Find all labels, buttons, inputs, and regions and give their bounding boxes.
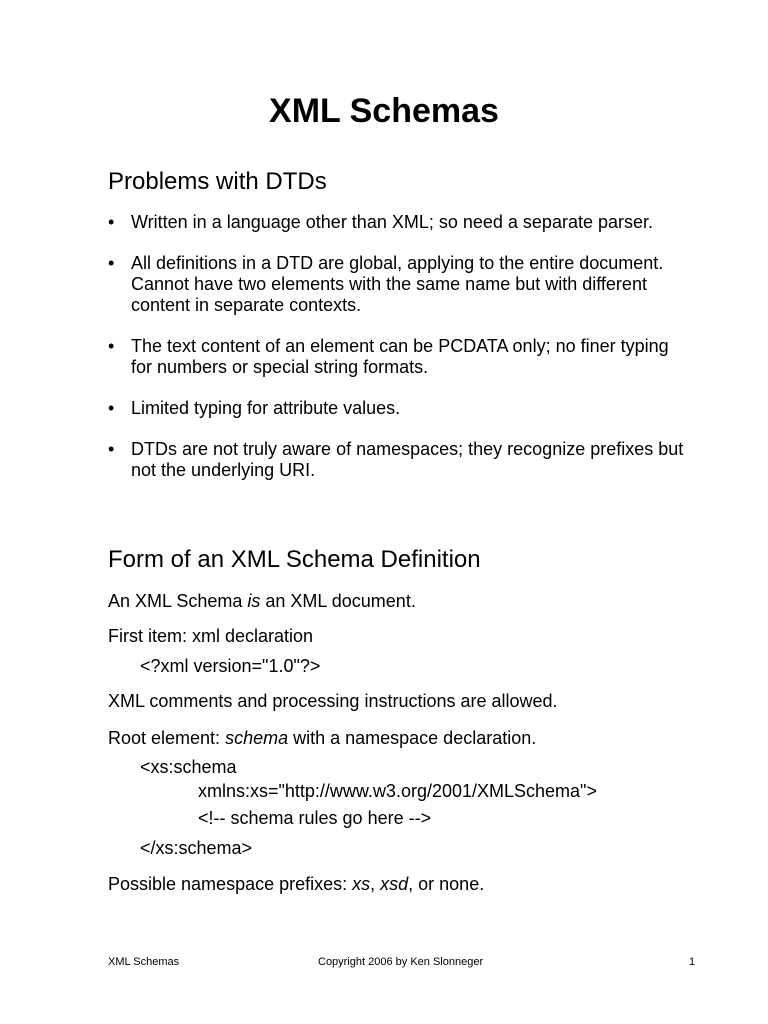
code-schema-open: <xs:schema — [140, 757, 237, 777]
text-run: , or none. — [408, 874, 485, 894]
bullet-text: Limited typing for attribute values. — [131, 398, 401, 418]
text-run: an XML document. — [260, 591, 416, 611]
list-item — [108, 439, 688, 481]
code-xmlns: xmlns:xs="http://www.w3.org/2001/XMLSchema"> — [198, 781, 597, 801]
text-run: Possible namespace prefixes: — [108, 874, 353, 894]
footer-left: XML Schemas — [108, 956, 180, 968]
code-xml-declaration: <?xml version="1.0"?> — [140, 656, 321, 676]
bullet-text: Written in a language other than XML; so need a separate parser. — [131, 212, 653, 232]
bullet-icon: • — [108, 253, 115, 273]
text-run: An XML Schema — [108, 591, 248, 611]
bullet-icon: • — [108, 336, 115, 356]
emphasis-text: schema — [225, 728, 289, 748]
paragraph-first-item: First item: xml declaration — [108, 626, 314, 646]
footer-page-number: 1 — [689, 956, 696, 968]
list-item — [108, 398, 688, 419]
emphasis-text: is — [247, 591, 261, 611]
section-heading-problems: Problems with DTDs — [108, 168, 327, 195]
text-run: , — [370, 874, 381, 894]
list-item — [108, 253, 688, 316]
code-comment: <!-- schema rules go here --> — [198, 808, 432, 828]
bullet-icon: • — [108, 212, 115, 232]
bullet-text: DTDs are not truly aware of namespaces; they recognize prefixes but not the underlying URI. — [131, 439, 684, 480]
bullet-text: The text content of an element can be PCDATA only; no finer typing for numbers or special string formats. — [131, 336, 669, 377]
bullet-text: All definitions in a DTD are global, applying to the entire document. Cannot have two elements with the same name but with different content in separate contexts. — [131, 253, 664, 315]
paragraph-comments: XML comments and processing instructions are allowed. — [108, 691, 558, 711]
problems-list — [108, 212, 688, 501]
text-run: Root element: — [108, 728, 226, 748]
bullet-icon: • — [108, 439, 115, 459]
list-item — [108, 212, 688, 233]
bullet-icon: • — [108, 398, 115, 418]
paragraph-schema-is-xml — [108, 591, 416, 612]
emphasis-text: xsd — [380, 874, 409, 894]
section-heading-form: Form of an XML Schema Definition — [108, 546, 481, 573]
paragraph-prefixes — [108, 874, 484, 895]
list-item — [108, 336, 688, 378]
footer-copyright: Copyright 2006 by Ken Slonneger — [318, 956, 484, 968]
code-schema-close: </xs:schema> — [140, 838, 253, 858]
paragraph-root-element — [108, 728, 536, 749]
emphasis-text: xs — [352, 874, 371, 894]
page-title: XML Schemas — [269, 92, 499, 130]
text-run: with a namespace declaration. — [288, 728, 537, 748]
